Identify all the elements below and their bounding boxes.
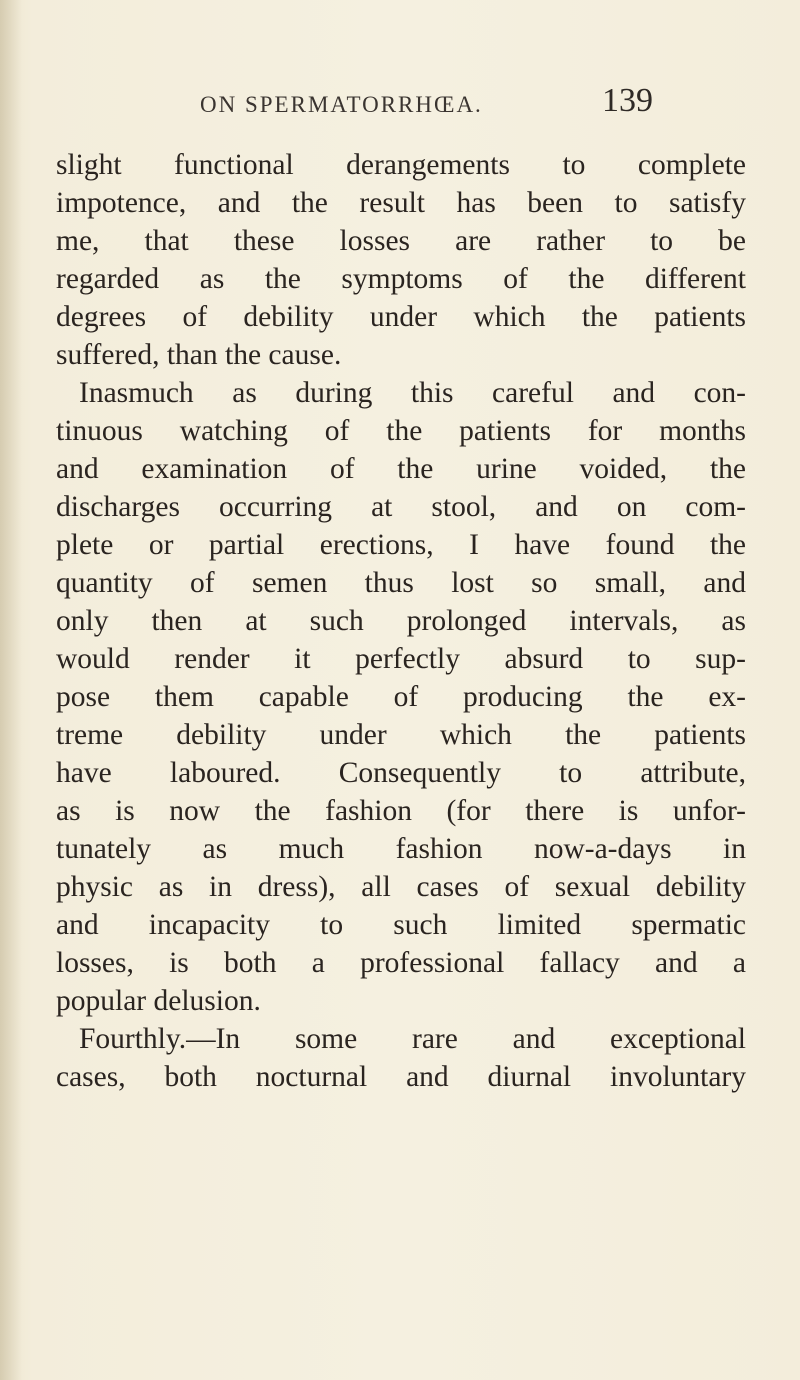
text-line: tinuous watching of the patients for months <box>56 415 746 447</box>
text-line: losses, is both a professional fallacy and a <box>56 947 746 979</box>
text-line: regarded as the symptoms of the different <box>56 263 746 295</box>
text-line: suffered, than the cause. <box>56 339 342 371</box>
text-line: only then at such prolonged intervals, as <box>56 605 746 637</box>
text-line: Inasmuch as during this careful and con- <box>79 377 746 409</box>
text-line: quantity of semen thus lost so small, and <box>56 567 746 599</box>
text-line: physic as in dress), all cases of sexual debility <box>56 871 746 903</box>
text-line: and incapacity to such limited spermatic <box>56 909 746 941</box>
text-line: as is now the fashion (for there is unfor- <box>56 795 746 827</box>
body-text <box>56 146 746 1096</box>
text-line: degrees of debility under which the patients <box>56 301 746 333</box>
text-line: impotence, and the result has been to satisfy <box>56 187 746 219</box>
spine-shadow <box>0 0 22 1380</box>
page-header <box>0 80 800 120</box>
running-head: ON SPERMATORRHŒA. <box>200 92 483 117</box>
text-line: would render it perfectly absurd to sup- <box>56 643 746 675</box>
text-line: slight functional derangements to complete <box>56 149 746 181</box>
text-line: Fourthly.—In some rare and exceptional <box>79 1023 746 1055</box>
text-line: plete or partial erections, I have found the <box>56 529 746 561</box>
text-line: and examination of the urine voided, the <box>56 453 746 485</box>
text-line: treme debility under which the patients <box>56 719 746 751</box>
text-line: me, that these losses are rather to be <box>56 225 746 257</box>
text-line: cases, both nocturnal and diurnal involuntary <box>56 1061 746 1093</box>
text-line: pose them capable of producing the ex- <box>56 681 746 713</box>
text-line: tunately as much fashion now-a-days in <box>56 833 746 865</box>
text-line: discharges occurring at stool, and on com- <box>56 491 746 523</box>
text-line: popular delusion. <box>56 985 261 1017</box>
text-line: have laboured. Consequently to attribute, <box>56 757 746 789</box>
page-number: 139 <box>602 82 653 119</box>
